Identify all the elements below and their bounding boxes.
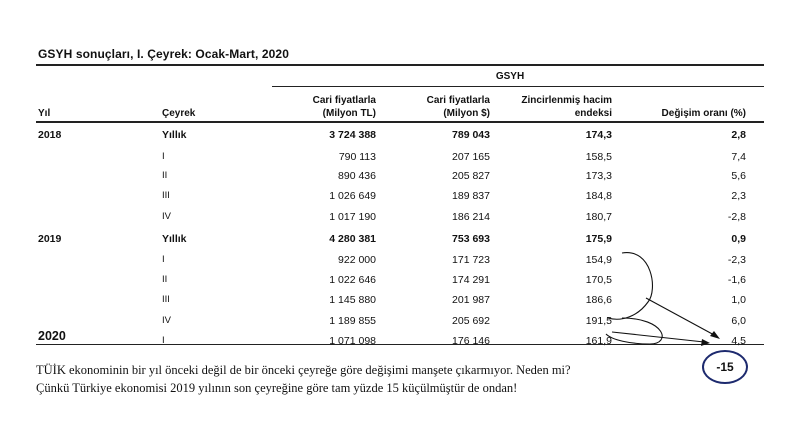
cell-zincir-endeks: 191,5 bbox=[585, 315, 612, 327]
cell-degisim: -2,3 bbox=[727, 254, 746, 266]
cell-cari-usd: 174 291 bbox=[452, 274, 490, 286]
cell-cari-tl: 890 436 bbox=[338, 170, 376, 182]
cell-zincir-endeks: 174,3 bbox=[585, 129, 612, 141]
annotation-arrowhead-2 bbox=[701, 339, 710, 346]
cell-ceyrek: I bbox=[162, 335, 165, 346]
header-cari-usd-1: Cari fiyatlarla bbox=[426, 95, 490, 106]
table-title: GSYH sonuçları, I. Çeyrek: Ocak-Mart, 2020 bbox=[38, 47, 289, 61]
cell-ceyrek: I bbox=[162, 254, 165, 265]
cell-cari-tl: 1 022 646 bbox=[329, 274, 376, 286]
annotation-loop-1 bbox=[608, 253, 652, 320]
cell-cari-usd: 171 723 bbox=[452, 254, 490, 266]
cell-ceyrek: III bbox=[162, 190, 170, 201]
cell-cari-tl: 1 071 098 bbox=[329, 335, 376, 347]
cell-degisim: 7,4 bbox=[731, 151, 746, 163]
cell-cari-tl: 1 017 190 bbox=[329, 211, 376, 223]
cell-cari-usd: 189 837 bbox=[452, 190, 490, 202]
cell-degisim: -2,8 bbox=[727, 211, 746, 223]
cell-degisim: 5,6 bbox=[731, 170, 746, 182]
cell-degisim: 1,0 bbox=[731, 294, 746, 306]
cell-ceyrek: I bbox=[162, 151, 165, 162]
annotation-arrowhead-1 bbox=[710, 331, 720, 339]
header-cari-tl-2: (Milyon TL) bbox=[322, 108, 376, 119]
cell-cari-usd: 201 987 bbox=[452, 294, 490, 306]
cell-ceyrek: II bbox=[162, 274, 168, 285]
annotation-loop-2 bbox=[606, 318, 662, 344]
cell-degisim: -1,6 bbox=[727, 274, 746, 286]
cell-degisim: 4,5 bbox=[731, 335, 746, 347]
change-badge: -15 bbox=[702, 350, 748, 384]
cell-zincir-endeks: 184,8 bbox=[585, 190, 612, 202]
cell-zincir-endeks: 158,5 bbox=[585, 151, 612, 163]
cell-ceyrek: III bbox=[162, 294, 170, 305]
annotation-arrow-line-1 bbox=[646, 298, 716, 336]
cell-zincir-endeks: 170,5 bbox=[585, 274, 612, 286]
cell-cari-usd: 186 214 bbox=[452, 211, 490, 223]
group-header: GSYH bbox=[495, 71, 525, 82]
cell-zincir-endeks: 180,7 bbox=[585, 211, 612, 223]
header-degisim: Değişim oranı (%) bbox=[661, 108, 746, 119]
cell-cari-tl: 1 026 649 bbox=[329, 190, 376, 202]
cell-zincir-endeks: 186,6 bbox=[585, 294, 612, 306]
header-zincir-2: endeksi bbox=[574, 108, 612, 119]
cell-degisim: 6,0 bbox=[731, 315, 746, 327]
cell-cari-usd: 205 692 bbox=[452, 315, 490, 327]
header-cari-tl-1: Cari fiyatlarla bbox=[312, 95, 376, 106]
cell-cari-tl: 1 189 855 bbox=[329, 315, 376, 327]
cell-cari-tl: 1 145 880 bbox=[329, 294, 376, 306]
cell-cari-tl: 4 280 381 bbox=[329, 233, 376, 245]
cell-degisim: 2,8 bbox=[731, 129, 746, 141]
annotation-arrow-line-2 bbox=[612, 332, 704, 342]
cell-yil: 2020 bbox=[38, 329, 66, 343]
caption-line-1: TÜİK ekonominin bir yıl önceki değil de bir önceki çeyreğe göre değişimi manşete çıkarmıyor. Neden mi? bbox=[36, 363, 571, 377]
cell-zincir-endeks: 154,9 bbox=[585, 254, 612, 266]
cell-zincir-endeks: 175,9 bbox=[585, 233, 612, 245]
cell-cari-tl: 790 113 bbox=[338, 151, 376, 163]
header-yil: Yıl bbox=[38, 108, 51, 119]
header-ceyrek: Çeyrek bbox=[162, 108, 196, 119]
cell-ceyrek: Yıllık bbox=[162, 129, 187, 141]
header-zincir-1: Zincirlenmiş hacim bbox=[521, 95, 612, 106]
cell-ceyrek: Yıllık bbox=[162, 233, 187, 245]
cell-yil: 2019 bbox=[38, 233, 62, 245]
cell-cari-usd: 753 693 bbox=[452, 233, 490, 245]
cell-cari-usd: 205 827 bbox=[452, 170, 490, 182]
cell-cari-tl: 922 000 bbox=[338, 254, 376, 266]
cell-ceyrek: IV bbox=[162, 211, 171, 222]
cell-yil: 2018 bbox=[38, 129, 62, 141]
cell-cari-usd: 207 165 bbox=[452, 151, 490, 163]
cell-cari-tl: 3 724 388 bbox=[329, 129, 376, 141]
cell-degisim: 2,3 bbox=[731, 190, 746, 202]
cell-ceyrek: II bbox=[162, 170, 168, 181]
caption-line-2: Çünkü Türkiye ekonomisi 2019 yılının son çeyreğine göre tam yüzde 15 küçülmüştür de ondan! bbox=[36, 381, 518, 395]
cell-ceyrek: IV bbox=[162, 315, 171, 326]
cell-degisim: 0,9 bbox=[731, 233, 746, 245]
cell-zincir-endeks: 161,9 bbox=[585, 335, 612, 347]
cell-cari-usd: 789 043 bbox=[452, 129, 490, 141]
cell-cari-usd: 176 146 bbox=[452, 335, 490, 347]
header-cari-usd-2: (Milyon $) bbox=[443, 108, 490, 119]
cell-zincir-endeks: 173,3 bbox=[585, 170, 612, 182]
